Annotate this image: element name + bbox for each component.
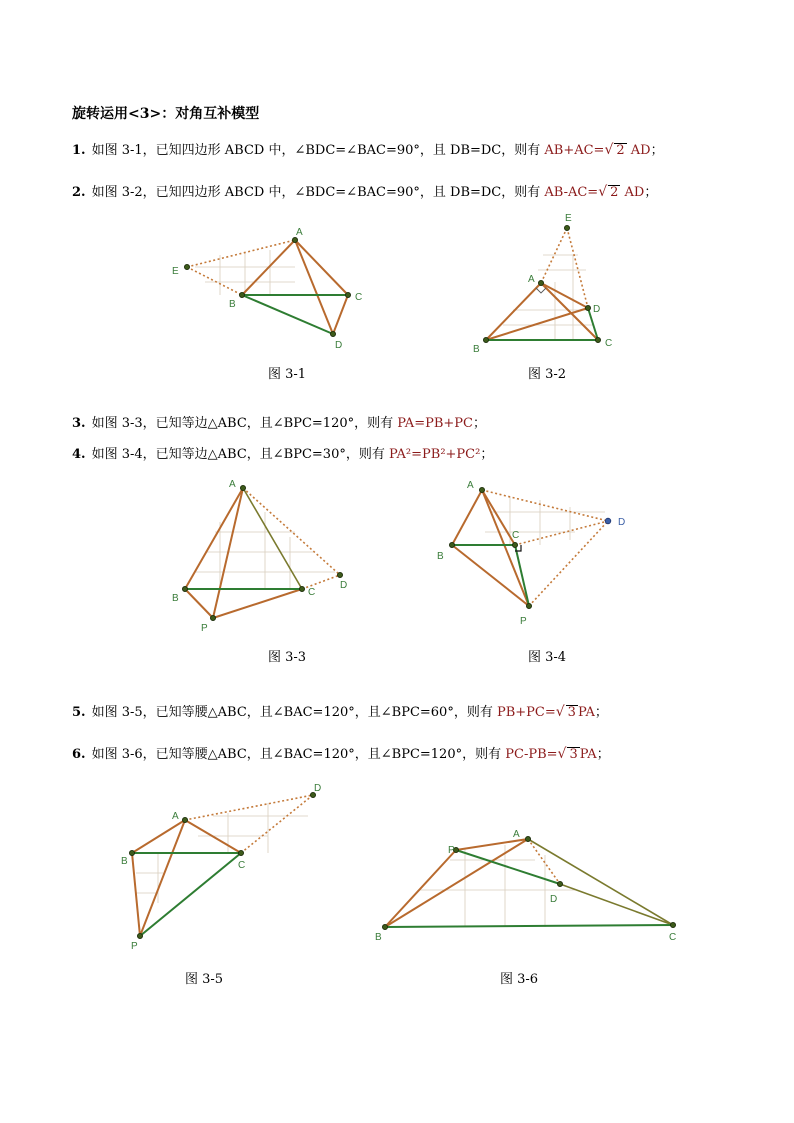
result-lhs: AB-AC=	[544, 185, 599, 200]
sqrt-radicand: 3	[569, 747, 578, 762]
dotted-eb	[187, 267, 242, 295]
grid-lines	[503, 255, 593, 340]
figure-3-3	[165, 472, 365, 637]
problem-number: 2.	[72, 185, 86, 200]
label-p: P	[201, 623, 208, 634]
label-d: D	[550, 894, 558, 905]
dotted-cd	[515, 521, 608, 545]
label-b: B	[121, 856, 128, 867]
problem-number: 3.	[72, 416, 86, 431]
label-e: E	[565, 213, 572, 224]
caption-3-1: 图 3-1	[268, 367, 307, 382]
segment-dc	[560, 884, 673, 925]
segment-pb	[385, 850, 456, 927]
dotted-pd	[529, 521, 608, 606]
segment-ac	[295, 240, 348, 295]
label-c: C	[605, 338, 613, 349]
right-angle-mark	[536, 288, 546, 293]
problem-3	[72, 415, 486, 433]
problem-4	[72, 446, 493, 464]
result-lhs: AB+AC=	[544, 143, 605, 158]
problem-number: 1.	[72, 143, 86, 158]
figure-3-1	[165, 222, 365, 357]
label-p: P	[131, 941, 138, 952]
problem-number: 4.	[72, 447, 86, 462]
segment-bc	[385, 925, 673, 927]
problem-tail: ；	[644, 185, 658, 200]
label-d: D	[314, 783, 322, 794]
segment-ad	[541, 283, 588, 308]
problem-result: PA=PB+PC	[397, 416, 473, 431]
segment-ab	[452, 490, 482, 545]
label-b: B	[437, 551, 444, 562]
label-a: A	[528, 274, 535, 285]
problem-text: 如图 3-1，已知四边形 ABCD 中，∠BDC=∠BAC=90°，且 DB=DC，则有	[91, 143, 545, 158]
label-p: P	[448, 845, 455, 856]
section-title: 旋转运用<3>：对角互补模型	[72, 106, 260, 122]
label-c: C	[355, 292, 363, 303]
problem-tail: ；	[472, 416, 486, 431]
result-rhs: PA	[577, 705, 595, 720]
label-b: B	[473, 344, 480, 355]
label-d: D	[593, 304, 601, 315]
segment-ab	[242, 240, 295, 295]
label-b: B	[172, 593, 179, 604]
segment-ac	[528, 839, 673, 925]
sqrt-sign: √	[557, 746, 567, 762]
result-rhs: AD	[626, 143, 651, 158]
problem-result	[544, 185, 644, 200]
problem-tail: ；	[594, 705, 608, 720]
dotted-ad	[528, 839, 560, 884]
problem-result: PA²=PB²+PC²	[388, 447, 481, 462]
sqrt-sign: √	[555, 704, 565, 720]
problem-number: 6.	[72, 747, 86, 762]
problem-tail: ；	[596, 747, 610, 762]
dotted-ea	[541, 228, 567, 283]
sqrt-radicand: 2	[610, 185, 619, 200]
caption-3-4: 图 3-4	[528, 650, 567, 665]
label-c: C	[669, 932, 677, 943]
sqrt-sign: √	[604, 142, 614, 158]
result-rhs: PA	[579, 747, 597, 762]
problem-text: 如图 3-6，已知等腰△ABC，且∠BAC=120°，且∠BPC=120°，则有	[91, 747, 506, 762]
dotted-ad	[243, 488, 340, 575]
problem-text: 如图 3-4，已知等边△ABC，且∠BPC=30°，则有	[91, 447, 389, 462]
segment-ac	[243, 488, 302, 589]
dotted-ad	[482, 490, 608, 521]
figure-3-4	[430, 472, 640, 632]
label-a: A	[296, 227, 303, 238]
result-lhs: PC-PB=	[505, 747, 558, 762]
problem-text: 如图 3-2，已知四边形 ABCD 中，∠BDC=∠BAC=90°，且 DB=DC，则有	[91, 185, 545, 200]
problem-number: 5.	[72, 705, 86, 720]
sqrt-radicand: 2	[616, 143, 625, 158]
segment-bp	[185, 589, 213, 618]
sqrt-sign: √	[598, 184, 608, 200]
label-e: E	[172, 266, 179, 277]
caption-3-5: 图 3-5	[185, 972, 224, 987]
problem-text: 如图 3-3，已知等边△ABC，且∠BPC=120°，则有	[91, 416, 398, 431]
label-c: C	[238, 860, 246, 871]
segment-ac	[185, 820, 241, 853]
label-a: A	[467, 480, 474, 491]
segment-pc	[213, 589, 302, 618]
figure-3-5	[118, 778, 333, 953]
caption-3-6: 图 3-6	[500, 972, 539, 987]
segment-ab	[132, 820, 185, 853]
label-a: A	[172, 811, 179, 822]
caption-3-3: 图 3-3	[268, 650, 307, 665]
grid-lines	[195, 512, 335, 589]
point-d	[605, 518, 611, 524]
problem-2	[72, 183, 657, 202]
problem-result	[505, 747, 596, 762]
label-b: B	[375, 932, 382, 943]
segment-ab	[185, 488, 243, 589]
problem-5	[72, 703, 608, 722]
segment-pd	[456, 850, 560, 884]
segment-ap	[213, 488, 243, 618]
dotted-ed	[567, 228, 588, 308]
figure-3-2	[468, 210, 628, 358]
caption-3-2: 图 3-2	[528, 367, 567, 382]
problem-result	[497, 705, 595, 720]
problem-1	[72, 141, 664, 160]
segment-bp	[132, 853, 140, 936]
label-d: D	[618, 517, 626, 528]
segment-cd	[333, 295, 348, 334]
problem-result	[544, 143, 650, 158]
dotted-cd	[241, 795, 313, 853]
figure-3-6	[370, 820, 690, 945]
problem-6	[72, 745, 610, 764]
label-a: A	[229, 479, 236, 490]
result-lhs: PB+PC=	[496, 705, 556, 720]
label-c: C	[512, 530, 520, 541]
grid-lines	[485, 497, 605, 545]
label-c: C	[308, 587, 316, 598]
label-d: D	[335, 340, 343, 351]
sqrt-radicand: 3	[567, 705, 576, 720]
label-a: A	[513, 829, 520, 840]
label-d: D	[340, 580, 348, 591]
label-b: B	[229, 299, 236, 310]
problem-tail: ；	[650, 143, 664, 158]
problem-tail: ；	[480, 447, 494, 462]
result-rhs: AD	[620, 185, 645, 200]
dotted-ea	[187, 240, 295, 267]
problem-text: 如图 3-5，已知等腰△ABC，且∠BAC=120°，且∠BPC=60°，则有	[91, 705, 497, 720]
label-p: P	[520, 616, 527, 627]
